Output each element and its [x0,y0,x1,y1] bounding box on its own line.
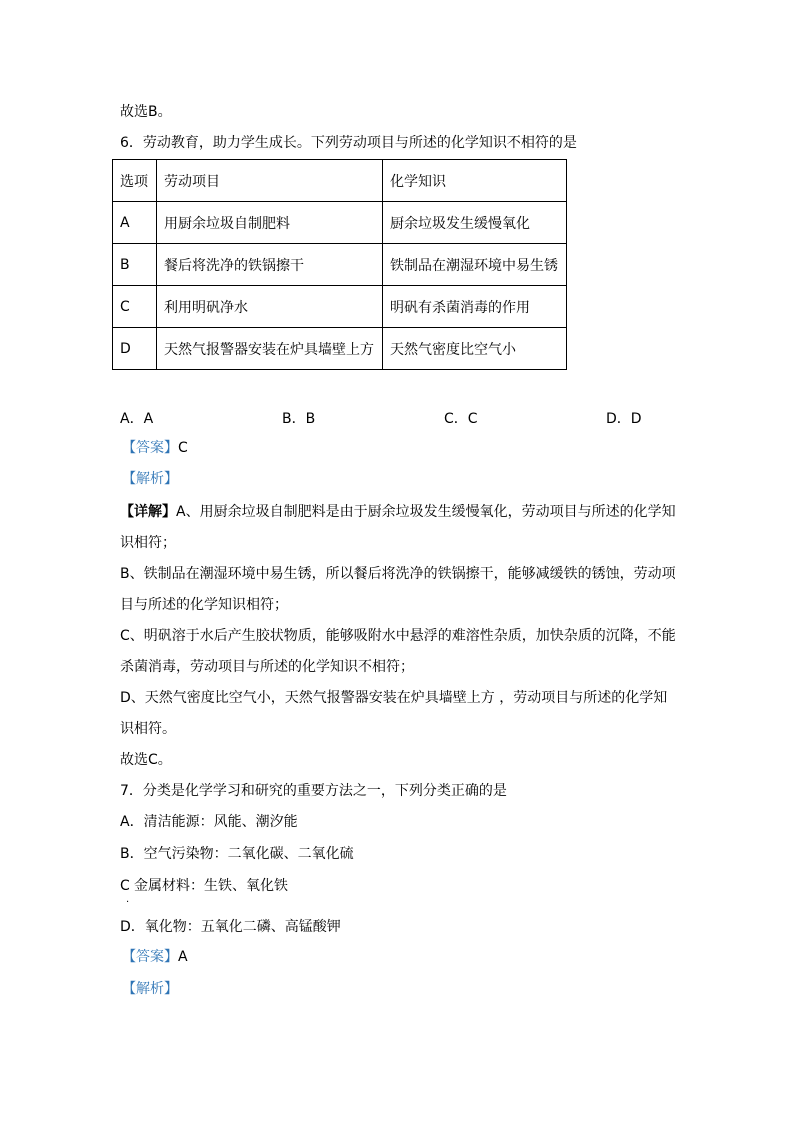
q6-detail-line: D、天然气密度比空气小，天然气报警器安装在炉具墙壁上方 ，劳动项目与所述的化学知 [120,690,668,706]
q6-detail-line: C、明矾溶于水后产生胶状物质，能够吸附水中悬浮的难溶性杂质，加快杂质的沉降，不能 [120,628,676,644]
q6-conclusion: 故选C。 [120,752,172,768]
table-header: 化学知识 [383,160,567,202]
table-cell: 天然气密度比空气小 [383,328,567,370]
answer-label: 【答案】 [122,949,178,965]
detail-label: 【详解】 [120,504,176,520]
table-row [113,328,567,370]
q7-analysis-label: 【解析】 [122,981,178,997]
q7-option-c-dot: · [126,897,130,908]
q7-answer [122,948,188,966]
table-cell: B [113,244,157,286]
q6-option-c: C．C [444,411,478,427]
table-row [113,286,567,328]
table-header-row [113,160,567,202]
q6-detail-line: 杀菌消毒，劳动项目与所述的化学知识不相符； [120,659,414,675]
q6-detail-line [120,503,676,521]
table-cell: A [113,202,157,244]
q6-table [112,159,567,370]
table-header: 劳动项目 [157,160,383,202]
q7-stem: 7．分类是化学学习和研究的重要方法之一，下列分类正确的是 [120,783,507,799]
prev-conclusion: 故选B。 [120,104,172,120]
q7-option-b: B．空气污染物：二氧化碳、二氧化硫 [120,846,354,862]
q6-analysis-label: 【解析】 [122,471,178,487]
detail-text: A、用厨余垃圾自制肥料是由于厨余垃圾发生缓慢氧化，劳动项目与所述的化学知 [176,504,676,520]
table-cell: 利用明矾净水 [157,286,383,328]
table-cell: 铁制品在潮湿环境中易生锈 [383,244,567,286]
q7-option-a: A．清洁能源：风能、潮汐能 [120,814,298,830]
table-cell: D [113,328,157,370]
q6-detail-line: 识相符。 [120,721,176,737]
q6-stem: 6．劳动教育，助力学生成长。下列劳动项目与所述的化学知识不相符的是 [120,135,577,151]
q6-detail-line: B、铁制品在潮湿环境中易生锈，所以餐后将洗净的铁锅擦干，能够减缓铁的锈蚀，劳动项 [120,566,676,582]
q6-option-b: B．B [282,411,316,427]
table-row [113,244,567,286]
table-cell: 餐后将洗净的铁锅擦干 [157,244,383,286]
answer-value: C [178,440,188,456]
answer-label: 【答案】 [122,440,178,456]
table-cell: C [113,286,157,328]
table-row [113,202,567,244]
q7-option-c-text: 金属材料：生铁、氧化铁 [134,878,288,894]
q6-option-d: D．D [606,411,642,427]
q7-option-c-letter: C [120,878,130,894]
table-cell: 用厨余垃圾自制肥料 [157,202,383,244]
q7-option-d: D．氧化物：五氧化二磷、高锰酸钾 [120,919,341,935]
q6-detail-line: 目与所述的化学知识相符； [120,597,288,613]
table-cell: 明矾有杀菌消毒的作用 [383,286,567,328]
table-cell: 厨余垃圾发生缓慢氧化 [383,202,567,244]
q6-option-a: A．A [120,411,154,427]
q6-detail-line: 识相符； [120,535,176,551]
table-cell: 天然气报警器安装在炉具墙壁上方 [157,328,383,370]
q6-answer [122,439,188,457]
answer-value: A [178,949,188,965]
table-header: 选项 [113,160,157,202]
